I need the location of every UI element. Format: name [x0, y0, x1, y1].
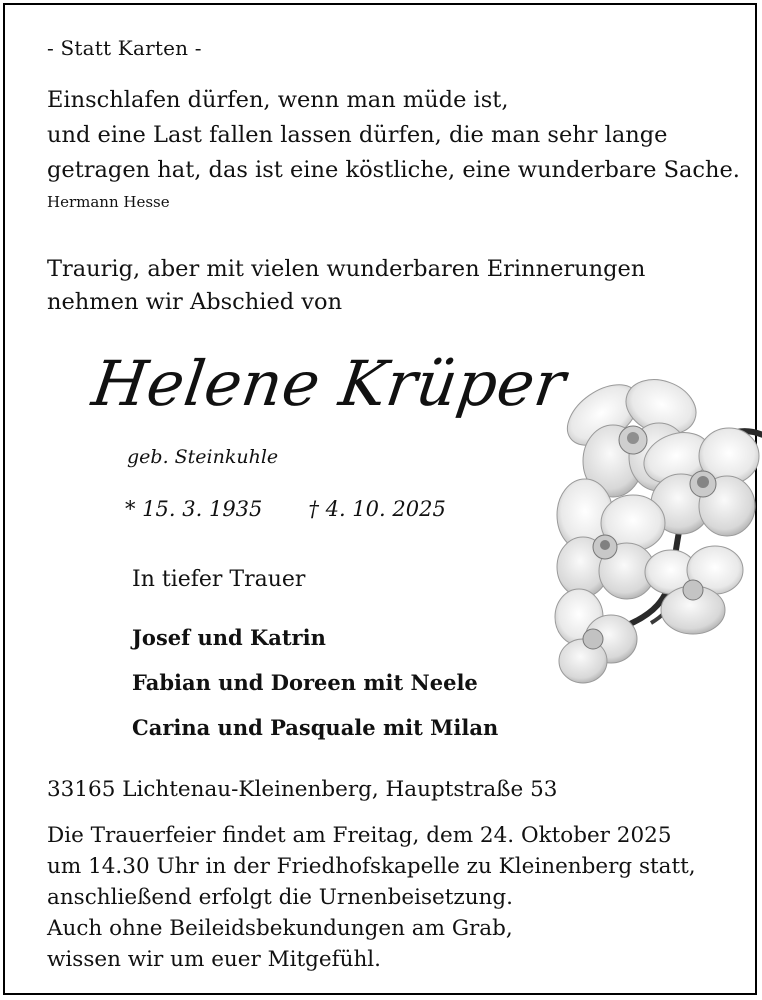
maiden-name: geb. Steinkuhle: [127, 446, 279, 468]
address: 33165 Lichtenau-Kleinenberg, Hauptstraße 53: [47, 777, 558, 802]
details-line: wissen wir um euer Mitgefühl.: [47, 947, 381, 972]
mourner-family: Josef und Katrin: [132, 625, 326, 650]
intro-line: Traurig, aber mit vielen wunderbaren Erinnerungen: [47, 256, 646, 282]
death-date: † 4. 10. 2025: [308, 497, 446, 521]
quote-line: getragen hat, das ist eine köstliche, eine wunderbare Sache.: [47, 157, 740, 183]
details-line: Die Trauerfeier findet am Freitag, dem 24. Oktober 2025: [47, 823, 672, 848]
mourner-family: Fabian und Doreen mit Neele: [132, 670, 478, 695]
quote-line: Einschlafen dürfen, wenn man müde ist,: [47, 87, 509, 113]
funeral-details: [47, 820, 696, 975]
intro-text: [47, 253, 645, 319]
mourner-family: Carina und Pasquale mit Milan: [132, 715, 499, 740]
mourners-list: [132, 615, 498, 750]
details-line: anschließend erfolgt die Urnenbeisetzung.: [47, 885, 513, 910]
poem-quote: [47, 83, 740, 188]
details-line: um 14.30 Uhr in der Friedhofskapelle zu Kleinenberg statt,: [47, 854, 696, 879]
quote-line: und eine Last fallen lassen dürfen, die man sehr lange: [47, 122, 668, 148]
obituary-notice: [3, 3, 757, 995]
orchid-flowers-image: [553, 365, 762, 695]
life-dates: [125, 497, 446, 521]
details-line: Auch ohne Beileidsbekundungen am Grab,: [47, 916, 513, 941]
mourners-label: In tiefer Trauer: [132, 567, 306, 592]
quote-author: Hermann Hesse: [47, 193, 170, 211]
intro-line: nehmen wir Abschied von: [47, 289, 343, 315]
statt-karten-note: - Statt Karten -: [47, 36, 202, 60]
deceased-name: Helene Krüper: [87, 347, 571, 420]
birth-date: * 15. 3. 1935: [125, 497, 263, 521]
